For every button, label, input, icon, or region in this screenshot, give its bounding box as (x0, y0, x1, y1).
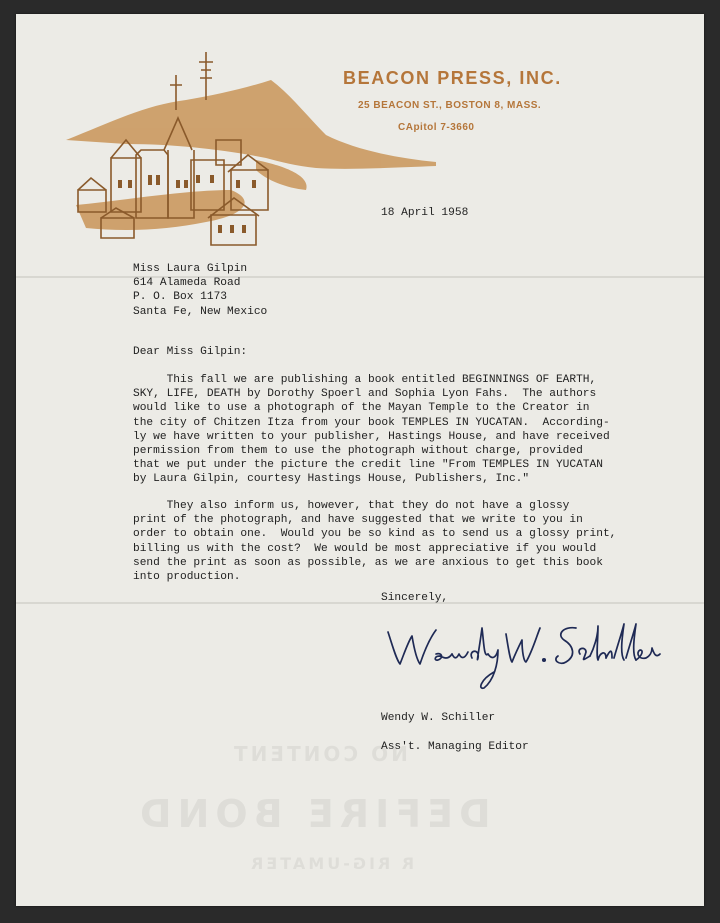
body-line: billing us with the cost? We would be most appreciative if you would (133, 542, 597, 555)
body-line: into production. (133, 571, 241, 584)
handwritten-signature (384, 614, 664, 694)
body-line: the city of Chitzen Itza from your book TEMPLES IN YUCATAN. According- (133, 416, 610, 429)
body-line: permission from them to use the photograph without charge, provided (133, 445, 583, 458)
body-line: order to obtain one. Would you be so kind as to send us a glossy print, (133, 528, 617, 541)
recipient-line: Santa Fe, New Mexico (133, 305, 268, 318)
recipient-address (133, 262, 267, 319)
letter-date: 18 April 1958 (381, 207, 469, 219)
company-name: BEACON PRESS, INC. (343, 68, 562, 88)
letter-page (16, 14, 704, 906)
body-paragraph-2 (133, 499, 616, 584)
signer-name: Wendy W. Schiller (381, 712, 496, 724)
body-line: ly we have written to your publisher, Hastings House, and have received (133, 430, 610, 443)
body-line: that we put under the picture the credit line "From TEMPLES IN YUCATAN (133, 459, 603, 472)
body-line: They also inform us, however, that they do not have a glossy (133, 500, 570, 512)
body-line: print of the photograph, and have suggested that we write to you in (133, 514, 583, 527)
body-paragraph-1 (133, 373, 610, 487)
body-line: send the print as soon as possible, as we are anxious to get this book (133, 556, 603, 569)
recipient-line: Miss Laura Gilpin (133, 263, 248, 275)
body-line: This fall we are publishing a book entitled BEGINNINGS OF EARTH, (133, 374, 597, 386)
body-line: SKY, LIFE, DEATH by Dorothy Spoerl and Sophia Lyon Fahs. The authors (133, 388, 597, 401)
body-line: by Laura Gilpin, courtesy Hastings House, Publishers, Inc." (133, 473, 530, 486)
recipient-line: 614 Alameda Road (133, 277, 241, 290)
company-address: 25 BEACON ST., BOSTON 8, MASS. (358, 100, 542, 111)
company-phone: CApitol 7-3660 (398, 122, 475, 133)
salutation: Dear Miss Gilpin: (133, 346, 248, 358)
fold-line (16, 602, 704, 604)
fold-line (16, 276, 704, 278)
closing: Sincerely, (381, 592, 449, 604)
signer-title: Ass't. Managing Editor (381, 741, 529, 753)
watermark-line: NO CONTENT (231, 742, 408, 766)
watermark-line: R RIG-UMATER (248, 854, 415, 873)
watermark-line: DEFIRE BOND (134, 792, 491, 836)
body-line: would like to use a photograph of the Mayan Temple to the Creator in (133, 402, 590, 415)
recipient-line: P. O. Box 1173 (133, 291, 227, 304)
